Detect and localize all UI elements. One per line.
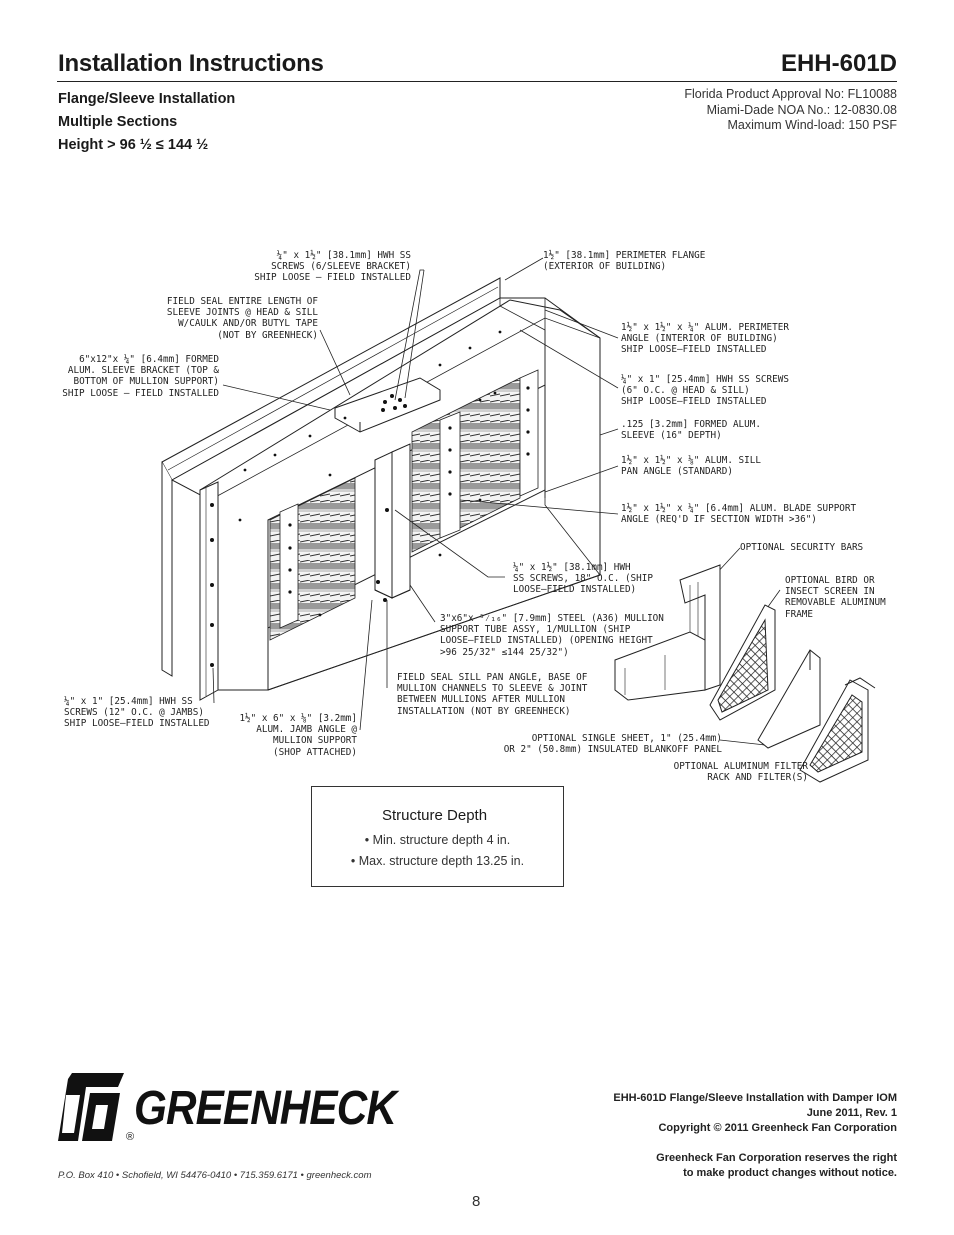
structure-depth-title: Structure Depth	[382, 807, 488, 824]
reserve-notice: Greenheck Fan Corporation reserves the right	[656, 1152, 897, 1164]
callout-security-bars: OPTIONAL SECURITY BARS	[740, 542, 864, 553]
model-number: EHH-601D	[780, 50, 897, 77]
copyright: Copyright © 2011 Greenheck Fan Corporation	[658, 1122, 897, 1134]
company-address: P.O. Box 410 • Schofield, WI 54476-0410 • 715.359.6171 • greenheck.com	[58, 1170, 372, 1181]
reserve-notice-2: to make product changes without notice.	[683, 1167, 897, 1179]
callout-head-sill-screws: ¼" x 1" [25.4mm] HWH SS SCREWS (6" O.C. @ HEAD & SILL) SHIP LOOSE–FIELD INSTALLED	[621, 374, 789, 408]
footer-info	[613, 1091, 897, 1181]
callout-jamb-angle: 1½" x 6" x ⅛" [3.2mm] ALUM. JAMB ANGLE @ MULLION SUPPORT (SHOP ATTACHED)	[239, 713, 357, 758]
doc-date: June 2011, Rev. 1	[806, 1107, 897, 1119]
callout-bird-screen: OPTIONAL BIRD OR INSECT SCREEN IN REMOVABLE ALUMINUM FRAME	[785, 575, 886, 620]
callout-filter-rack: OPTIONAL ALUMINUM FILTER RACK AND FILTER(S)	[673, 761, 808, 784]
callout-mullion-screws: ¼" x 1½" [38.1mm] HWH SS SCREWS, 18" O.C. (SHIP LOOSE–FIELD INSTALLED)	[513, 562, 653, 596]
callout-blade-support: 1½" x 1½" x ¼" [6.4mm] ALUM. BLADE SUPPORT ANGLE (REQ'D IF SECTION WIDTH >36")	[621, 503, 857, 526]
greenheck-logo	[56, 1071, 436, 1146]
page-title: Installation Instructions	[58, 50, 324, 77]
callout-jamb-screws: ¼" x 1" [25.4mm] HWH SS SCREWS (12" O.C. @ JAMBS) SHIP LOOSE–FIELD INSTALLED	[64, 696, 210, 730]
callout-perimeter-angle: 1½" x 1½" x ¼" ALUM. PERIMETER ANGLE (INTERIOR OF BUILDING) SHIP LOOSE–FIELD INSTALLED	[621, 322, 789, 356]
registered-mark: ®	[126, 1131, 135, 1143]
callout-formed-sleeve: .125 [3.2mm] FORMED ALUM. SLEEVE (16" DEPTH)	[621, 419, 761, 442]
callout-perimeter-flange: 1½" [38.1mm] PERIMETER FLANGE (EXTERIOR OF BUILDING)	[543, 250, 706, 273]
logo-wordmark: GREENHECK	[134, 1082, 396, 1135]
florida-approval: Florida Product Approval No: FL10088	[684, 87, 897, 101]
wind-load: Maximum Wind-load: 150 PSF	[727, 118, 897, 132]
miami-noa: Miami-Dade NOA No.: 12-0830.08	[706, 102, 897, 117]
structure-depth-max: • Max. structure depth 13.25 in.	[350, 854, 525, 868]
callout-sleeve-screws: ¼" x 1½" [38.1mm] HWH SS SCREWS (6/SLEEVE BRACKET) SHIP LOOSE – FIELD INSTALLED	[254, 250, 411, 284]
subheading-line: Flange/Sleeve Installation	[58, 91, 236, 107]
doc-title: EHH-601D Flange/Sleeve Installation with Damper IOM	[613, 1092, 897, 1104]
subheading-line: Height > 96 ½ ≤ 144 ½	[58, 137, 209, 153]
subheading-line: Multiple Sections	[58, 114, 178, 130]
callout-field-seal: FIELD SEAL ENTIRE LENGTH OF SLEEVE JOINTS @ HEAD & SILL W/CAULK AND/OR BUTYL TAPE (NOT BY GREENHECK)	[166, 296, 318, 341]
callout-sill-pan-seal: FIELD SEAL SILL PAN ANGLE, BASE OF MULLION CHANNELS TO SLEEVE & JOINT BETWEEN MULLIONS AFTER MULLION INSTALLATION (NOT BY GREENHECK)	[397, 672, 588, 717]
callout-sleeve-bracket: 6"x12"x ¼" [6.4mm] FORMED ALUM. SLEEVE BRACKET (TOP & BOTTOM OF MULLION SUPPORT) SHIP LOOSE – FIELD INSTALLED	[62, 354, 219, 399]
callout-blankoff-panel: OPTIONAL SINGLE SHEET, 1" (25.4mm) OR 2" (50.8mm) INSULATED BLANKOFF PANEL	[503, 733, 722, 756]
greenheck-mark-icon	[56, 1071, 126, 1143]
structure-depth-box	[311, 786, 564, 887]
callout-mullion-tube: 3"x6"x ⁵⁄₁₆" [7.9mm] STEEL (A36) MULLION SUPPORT TUBE ASSY, 1/MULLION (SHIP LOOSE–FIELD INSTALLED) (OPENING HEIGHT >96 25/32" ≤144 25/32")	[440, 613, 664, 658]
page-number: 8	[472, 1193, 481, 1210]
callout-sill-pan: 1½" x 1½" x ⅛" ALUM. SILL PAN ANGLE (STANDARD)	[621, 455, 761, 478]
structure-depth-min: • Min. structure depth 4 in.	[364, 833, 511, 847]
